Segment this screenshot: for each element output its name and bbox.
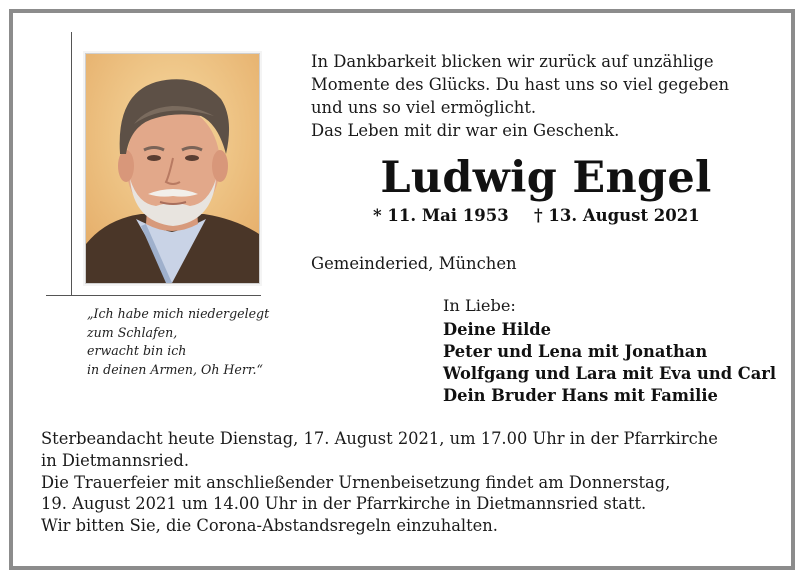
service-notice: [41, 428, 771, 537]
mourner-line: Wolfgang und Lara mit Eva und Carl: [443, 364, 777, 383]
notice-line: in Dietmannsried.: [41, 450, 190, 470]
quote-line: in deinen Armen, Oh Herr.“: [87, 361, 263, 377]
deceased-name: Ludwig Engel: [380, 153, 712, 203]
intro-text: [311, 50, 771, 142]
mourner-line: Dein Bruder Hans mit Familie: [443, 386, 718, 405]
quote-block: [87, 305, 287, 379]
intro-line: Momente des Glücks. Du hast uns so viel gegeben: [311, 75, 730, 94]
notice-line: Sterbeandacht heute Dienstag, 17. August 2021, um 17.00 Uhr in der Pfarrkirche: [41, 429, 718, 448]
death-date: † 13. August 2021: [534, 206, 700, 225]
intro-line: Das Leben mit dir war ein Geschenk.: [311, 121, 620, 140]
intro-line: und uns so viel ermöglicht.: [311, 98, 537, 117]
mourner-line: Peter und Lena mit Jonathan: [443, 342, 708, 361]
mourners-label: In Liebe:: [443, 296, 516, 315]
quote-line: zum Schlafen,: [87, 324, 178, 340]
mourner-line: Deine Hilde: [443, 320, 552, 339]
intro-line: In Dankbarkeit blicken wir zurück auf unzählige: [311, 52, 714, 71]
notice-line: Wir bitten Sie, die Corona-Abstandsregeln einzuhalten.: [41, 516, 498, 536]
notice-line: 19. August 2021 um 14.00 Uhr in der Pfarrkirche in Dietmannsried statt.: [41, 494, 647, 514]
divider-horizontal: [46, 295, 261, 296]
quote-line: erwacht bin ich: [87, 343, 187, 358]
portrait-photo: [85, 53, 260, 284]
mourners-block: [443, 296, 788, 407]
quote-line: „Ich habe mich niedergelegt: [87, 306, 270, 321]
divider-vertical: [71, 32, 72, 296]
residence-place: Gemeinderied, München: [311, 254, 517, 273]
notice-line: Die Trauerfeier mit anschließender Urnenbeisetzung findet am Donnerstag,: [41, 472, 671, 492]
birth-date: * 11. Mai 1953: [373, 206, 509, 225]
